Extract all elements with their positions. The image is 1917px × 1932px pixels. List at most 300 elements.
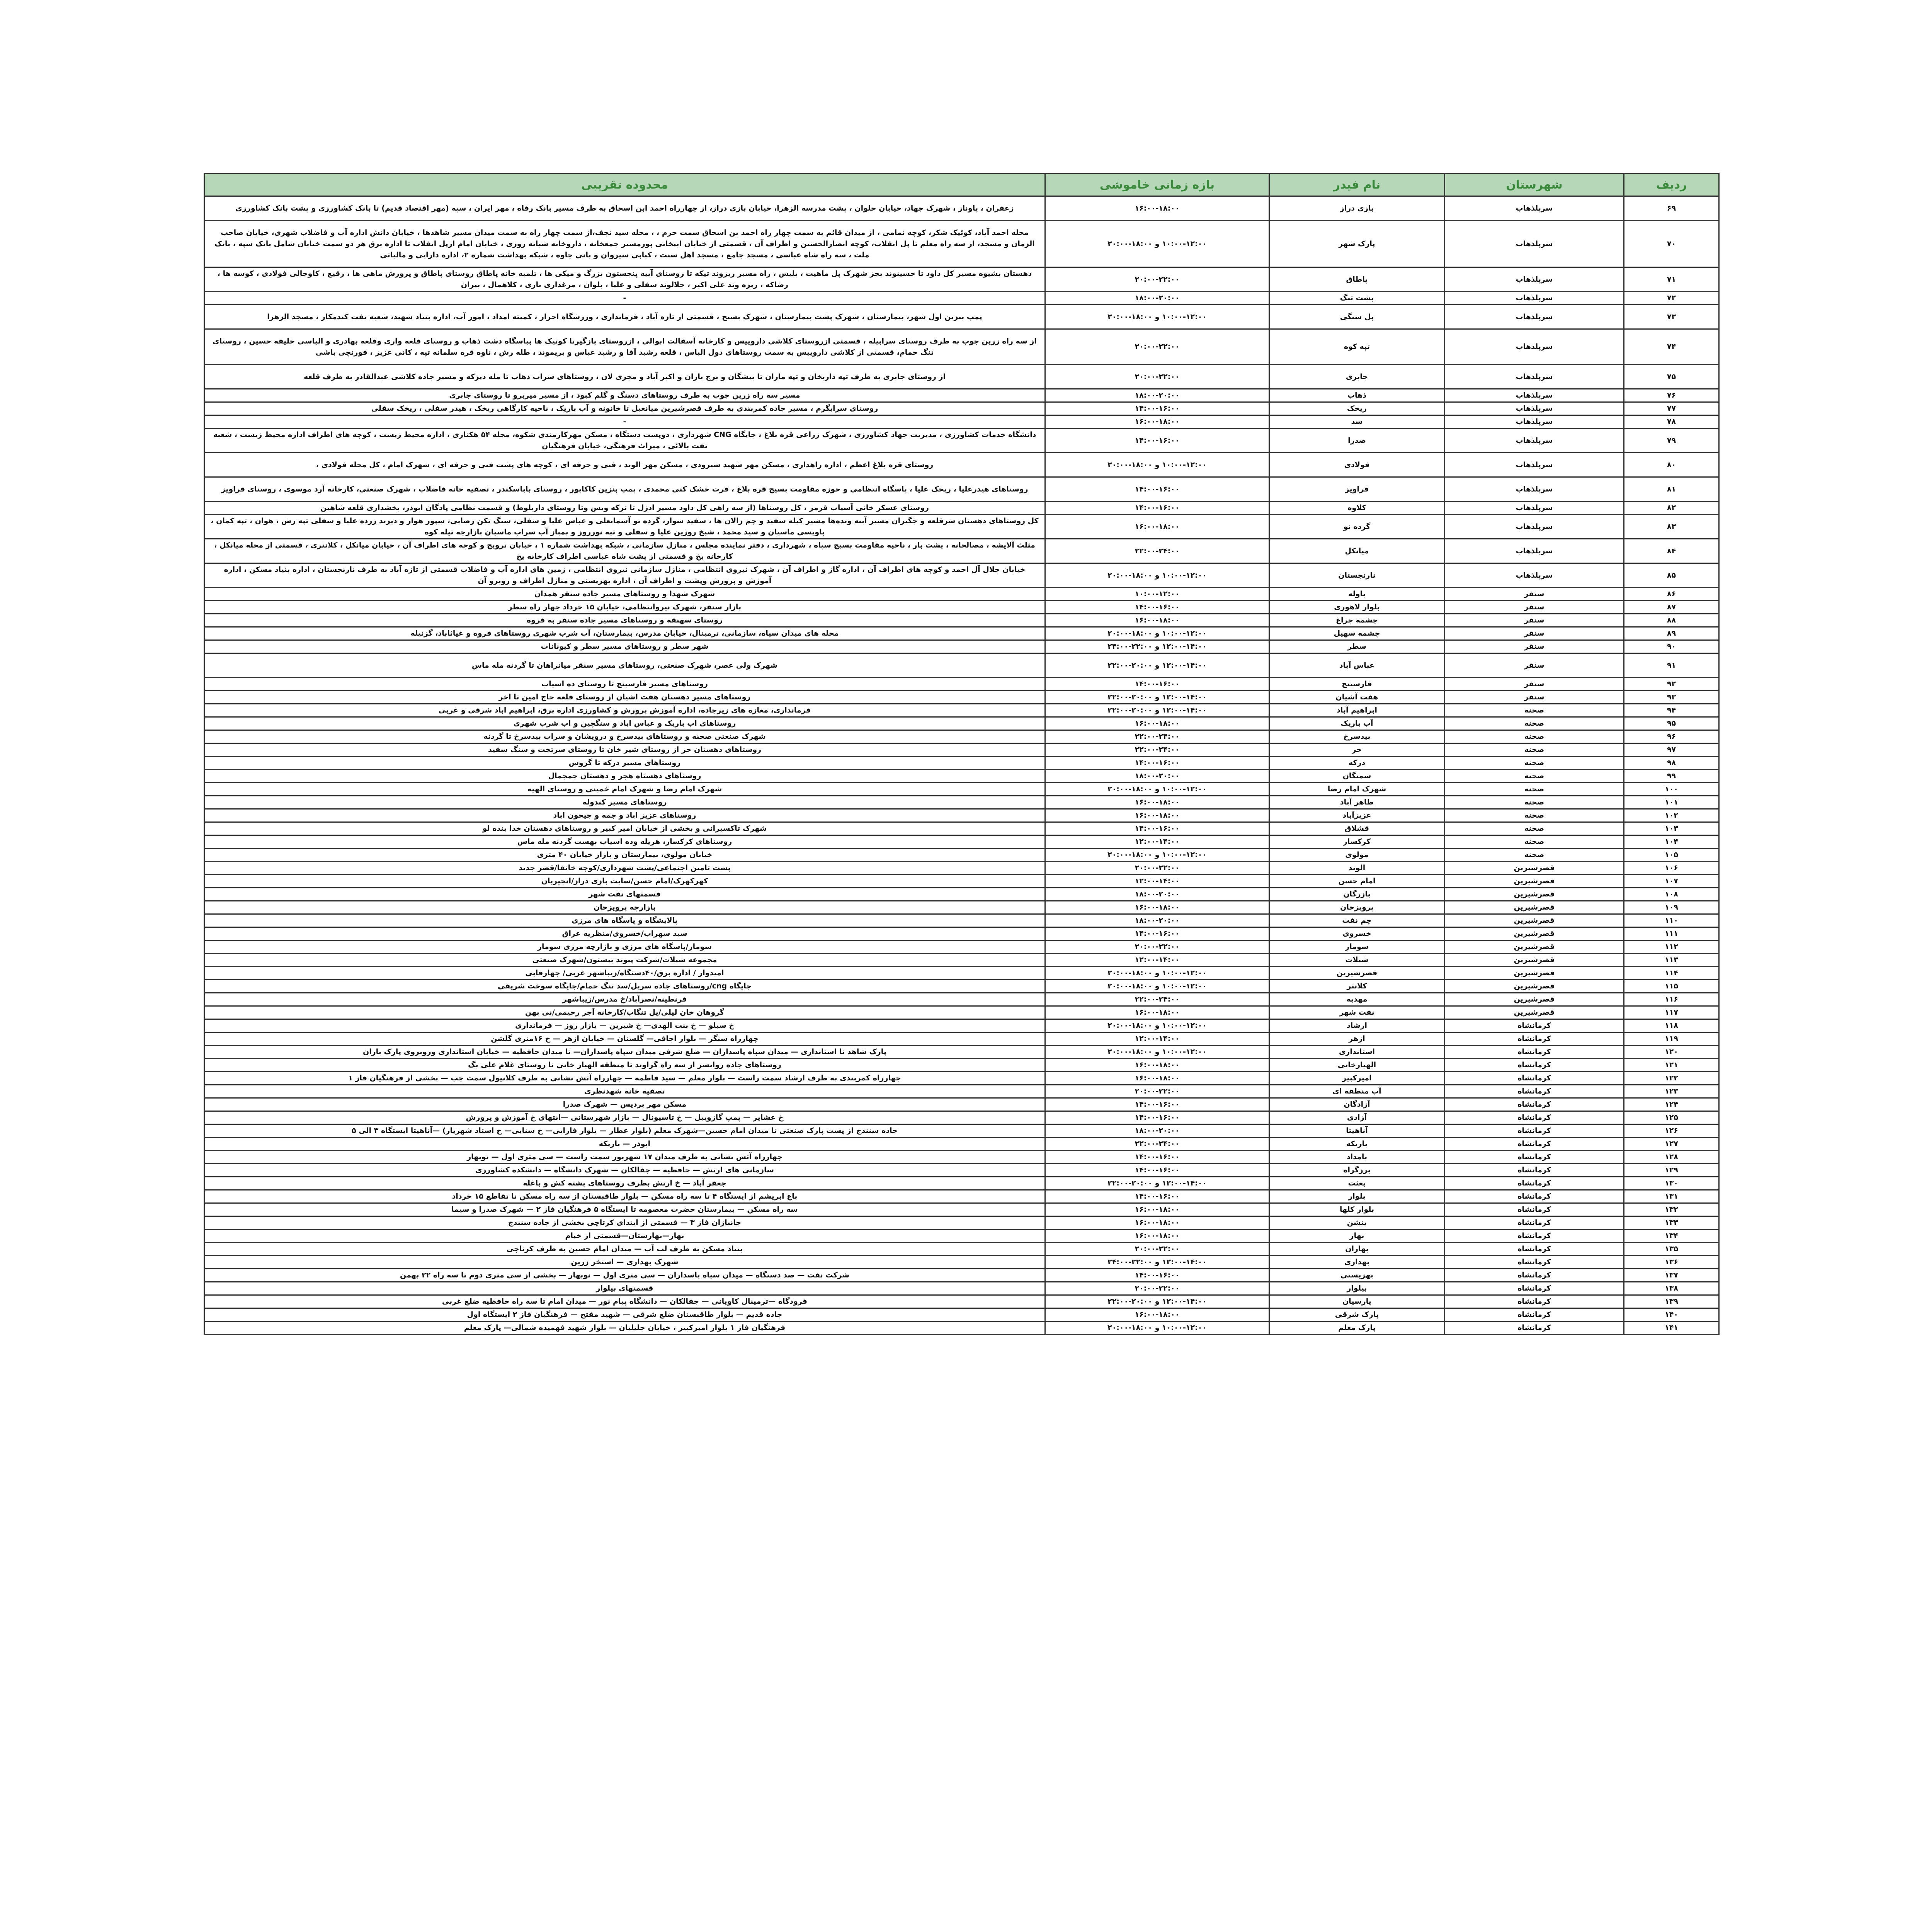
area-cell: شهرک شهدا و روستاهای مسیر جاده سنقر همدان [204, 588, 1045, 601]
header-feeder: نام فیدر [1269, 173, 1445, 196]
table-row [204, 730, 1719, 743]
table-row [204, 1295, 1719, 1308]
row-number: ۹۵ [1624, 717, 1719, 730]
row-number: ۷۴ [1624, 329, 1719, 365]
feeder-cell: سمنگان [1269, 770, 1445, 783]
time-window-cell: ۱۲:۰۰-۱۴:۰۰ و ۲۰:۰۰-۲۲:۰۰ [1045, 704, 1269, 717]
time-window-cell: ۱۲:۰۰-۱۴:۰۰ و ۲۰:۰۰-۲۲:۰۰ [1045, 691, 1269, 704]
feeder-cell: امیرکبیر [1269, 1072, 1445, 1085]
city-cell: قصرشیرین [1445, 888, 1624, 901]
table-row [204, 967, 1719, 980]
area-cell: روستاهای جاده روانسر از سه راه گراوند تا منطقه الهیار خانی تا روستای غلام علی بگ [204, 1059, 1045, 1072]
row-number: ۱۰۲ [1624, 809, 1719, 822]
table-row [204, 1151, 1719, 1164]
feeder-cell: قشلاق [1269, 822, 1445, 835]
row-number: ۸۵ [1624, 563, 1719, 588]
feeder-cell: آزادی [1269, 1111, 1445, 1124]
feeder-cell: قصرشیرین [1269, 967, 1445, 980]
feeder-cell: بلوار لاهوری [1269, 601, 1445, 614]
table-row [204, 717, 1719, 730]
table-row [204, 1085, 1719, 1098]
city-cell: سرپلذهاب [1445, 402, 1624, 415]
row-number: ۱۲۳ [1624, 1085, 1719, 1098]
city-cell: قصرشیرین [1445, 980, 1624, 993]
city-cell: سرپلذهاب [1445, 267, 1624, 292]
city-cell: قصرشیرین [1445, 862, 1624, 875]
area-cell: چهارراه سنگر — بلوار اجاقی— گلستان — خیابان ازهر — خ ۱۶متری گلشن [204, 1032, 1045, 1046]
row-number: ۱۰۱ [1624, 796, 1719, 809]
feeder-cell: ازهر [1269, 1032, 1445, 1046]
row-number: ۱۱۲ [1624, 940, 1719, 954]
table-row [204, 1111, 1719, 1124]
feeder-cell: بهار [1269, 1230, 1445, 1243]
time-window-cell: ۱۶:۰۰-۱۸:۰۰ [1045, 1308, 1269, 1321]
table-row [204, 757, 1719, 770]
table-row [204, 914, 1719, 927]
table-row [204, 980, 1719, 993]
time-window-cell: ۲۰:۰۰-۲۲:۰۰ [1045, 1282, 1269, 1295]
city-cell: سرپلذهاب [1445, 329, 1624, 365]
feeder-cell: باوله [1269, 588, 1445, 601]
table-row [204, 783, 1719, 796]
feeder-cell: عباس آباد [1269, 653, 1445, 678]
time-window-cell: ۱۲:۰۰-۱۴:۰۰ [1045, 1032, 1269, 1046]
row-number: ۱۳۵ [1624, 1243, 1719, 1256]
city-cell: کرمانشاه [1445, 1098, 1624, 1111]
area-cell: زعفران ، پاوناز ، شهرک جهاد، خیابان حلوان ، پشت مدرسه الزهرا، خیابان بازی دراز، از چهارراه احمد ابن اسحاق به طرف مسیر بانک رفاه ، مهر ایران ، سپه (مهر اقتصاد قدیم) تا بانک کشاورزی و پشت بانک کشاورزی [204, 196, 1045, 221]
area-cell: جاده قدیم — بلوار طاقبستان ضلع شرقی — شهید مفتح — فرهنگیان فاز ۲ ایستگاه اول [204, 1308, 1045, 1321]
time-window-cell: ۱۶:۰۰-۱۸:۰۰ [1045, 901, 1269, 914]
feeder-cell: شیلات [1269, 954, 1445, 967]
row-number: ۱۱۵ [1624, 980, 1719, 993]
time-window-cell: ۱۰:۰۰-۱۲:۰۰ و ۱۸:۰۰-۲۰:۰۰ [1045, 1321, 1269, 1335]
time-window-cell: ۱۴:۰۰-۱۶:۰۰ [1045, 1111, 1269, 1124]
area-cell: بازار سنقر، شهرک نیروانتظامی، خیابان ۱۵ خرداد چهار راه سطر [204, 601, 1045, 614]
city-cell: کرمانشاه [1445, 1282, 1624, 1295]
city-cell: صحنه [1445, 717, 1624, 730]
time-window-cell: ۱۸:۰۰-۲۰:۰۰ [1045, 914, 1269, 927]
row-number: ۱۰۵ [1624, 849, 1719, 862]
city-cell: سنقر [1445, 627, 1624, 640]
row-number: ۷۱ [1624, 267, 1719, 292]
feeder-cell: تپه کوه [1269, 329, 1445, 365]
row-number: ۹۰ [1624, 640, 1719, 653]
time-window-cell: ۱۶:۰۰-۱۸:۰۰ [1045, 796, 1269, 809]
city-cell: کرمانشاه [1445, 1243, 1624, 1256]
row-number: ۱۲۹ [1624, 1164, 1719, 1177]
city-cell: کرمانشاه [1445, 1032, 1624, 1046]
feeder-cell: میانکل [1269, 539, 1445, 563]
time-window-cell: ۲۰:۰۰-۲۲:۰۰ [1045, 1243, 1269, 1256]
row-number: ۸۴ [1624, 539, 1719, 563]
table-row [204, 1282, 1719, 1295]
area-cell: قسمتهای بیلوار [204, 1282, 1045, 1295]
time-window-cell: ۲۲:۰۰-۲۴:۰۰ [1045, 993, 1269, 1006]
feeder-cell: باریکه [1269, 1138, 1445, 1151]
time-window-cell: ۱۲:۰۰-۱۴:۰۰ [1045, 954, 1269, 967]
area-cell: روستاهای مسیر درکه تا گروس [204, 757, 1045, 770]
table-row [204, 1216, 1719, 1230]
city-cell: سرپلذهاب [1445, 453, 1624, 477]
time-window-cell: ۱۸:۰۰-۲۰:۰۰ [1045, 292, 1269, 305]
area-cell: روستاهای دهستاه هجر و دهستان جمجمال [204, 770, 1045, 783]
time-window-cell: ۱۶:۰۰-۱۸:۰۰ [1045, 1216, 1269, 1230]
time-window-cell: ۱۶:۰۰-۱۸:۰۰ [1045, 614, 1269, 627]
feeder-cell: کلانتر [1269, 980, 1445, 993]
time-window-cell: ۱۲:۰۰-۱۴:۰۰ و ۲۰:۰۰-۲۲:۰۰ [1045, 1177, 1269, 1190]
feeder-cell: شهرک امام رضا [1269, 783, 1445, 796]
time-window-cell: ۱۲:۰۰-۱۴:۰۰ و ۲۰:۰۰-۲۲:۰۰ [1045, 653, 1269, 678]
city-cell: سرپلذهاب [1445, 415, 1624, 429]
city-cell: کرمانشاه [1445, 1190, 1624, 1203]
area-cell: چهارراه کمربندی به طرف ارشاد سمت راست — بلوار معلم — سید فاطمه — چهارراه آتش نشانی به طرف کلانیول سمت چپ — بخشی از فرهنگیان فاز ۱ [204, 1072, 1045, 1085]
area-cell: پارک شاهد تا استانداری — میدان سپاه پاسداران — ضلع شرقی میدان سپاه پاسداران— تا میدان حافظیه — خیابان استانداری وروبروی پارک باران [204, 1046, 1045, 1059]
table-row [204, 862, 1719, 875]
row-number: ۱۴۱ [1624, 1321, 1719, 1335]
feeder-cell: پارک معلم [1269, 1321, 1445, 1335]
row-number: ۷۲ [1624, 292, 1719, 305]
time-window-cell: ۱۴:۰۰-۱۶:۰۰ [1045, 678, 1269, 691]
time-window-cell: ۱۴:۰۰-۱۶:۰۰ [1045, 429, 1269, 453]
feeder-cell: فولادی [1269, 453, 1445, 477]
area-cell: جاده سنندج از پست پارک صنعتی تا میدان امام حسین—شهرک معلم (بلوار عطار — بلوار فارابی— خ سنایی— خ استاد شهریار) —آناهیتا ایستگاه ۳ الی ۵ [204, 1124, 1045, 1138]
table-row [204, 389, 1719, 402]
city-cell: قصرشیرین [1445, 940, 1624, 954]
table-row [204, 1164, 1719, 1177]
time-window-cell: ۱۴:۰۰-۱۶:۰۰ [1045, 757, 1269, 770]
row-number: ۱۰۷ [1624, 875, 1719, 888]
feeder-cell: چشمه چراغ [1269, 614, 1445, 627]
row-number: ۸۳ [1624, 515, 1719, 539]
city-cell: قصرشیرین [1445, 967, 1624, 980]
area-cell: روستای عسکر خانی آسیاب قرمز ، کل روستاها (از سه راهی کل داود مسیر ادزل تا ترکه ویس وتا روستای داربلوط) و قسمت نظامی پادگان ابوذر، بخشداری قلعه شاهین [204, 502, 1045, 515]
row-number: ۱۳۴ [1624, 1230, 1719, 1243]
area-cell: خ عشایر — پمپ گازوییل — خ تاسیونال — بازار شهرستانی —انتهای خ آموزش و پرورش [204, 1111, 1045, 1124]
city-cell: سنقر [1445, 640, 1624, 653]
feeder-cell: پل سنگی [1269, 305, 1445, 329]
city-cell: صحنه [1445, 809, 1624, 822]
area-cell: فرمانداری، مغازه های زیرجاده، اداره آموزش پرورش و کشاورزی اداره برق، ابراهیم اباد شرقی و غربی [204, 704, 1045, 717]
city-cell: سرپلذهاب [1445, 389, 1624, 402]
area-cell: جعفر آباد — خ ارتش بطرف روستاهای پشته کش و باغله [204, 1177, 1045, 1190]
time-window-cell: ۱۴:۰۰-۱۶:۰۰ [1045, 502, 1269, 515]
table-row [204, 691, 1719, 704]
table-body [204, 196, 1719, 1335]
feeder-cell: صدرا [1269, 429, 1445, 453]
row-number: ۷۶ [1624, 389, 1719, 402]
city-cell: سرپلذهاب [1445, 221, 1624, 267]
city-cell: صحنه [1445, 796, 1624, 809]
feeder-cell: ابراهیم آباد [1269, 704, 1445, 717]
time-window-cell: ۱۶:۰۰-۱۸:۰۰ [1045, 1059, 1269, 1072]
city-cell: سنقر [1445, 601, 1624, 614]
table-row [204, 614, 1719, 627]
feeder-cell: بهداری [1269, 1256, 1445, 1269]
table-row [204, 704, 1719, 717]
feeder-cell: بلوار [1269, 1190, 1445, 1203]
area-cell: ابوذر — باریکه [204, 1138, 1045, 1151]
row-number: ۱۱۸ [1624, 1019, 1719, 1032]
feeder-cell: الهیارخانی [1269, 1059, 1445, 1072]
time-window-cell: ۱۴:۰۰-۱۶:۰۰ [1045, 1164, 1269, 1177]
row-number: ۱۲۶ [1624, 1124, 1719, 1138]
area-cell: سید سهراب/خسروی/منظریه عراق [204, 927, 1045, 940]
feeder-cell: پارسیان [1269, 1295, 1445, 1308]
area-cell: جانبازان فاز ۳ — قسمتی از ابتدای کرتاچی بخشی از جاده سنندج [204, 1216, 1045, 1230]
time-window-cell: ۱۴:۰۰-۱۶:۰۰ [1045, 477, 1269, 502]
table-row [204, 1006, 1719, 1019]
feeder-cell: کرکسار [1269, 835, 1445, 849]
feeder-cell: خسروی [1269, 927, 1445, 940]
time-window-cell: ۱۸:۰۰-۲۰:۰۰ [1045, 389, 1269, 402]
row-number: ۱۲۰ [1624, 1046, 1719, 1059]
table-row [204, 1190, 1719, 1203]
area-cell: روستاهای دهستان حر از روستای شیر خان تا روستای سرتخت و سنگ سفید [204, 743, 1045, 757]
area-cell: روستاهای اب باریک و عباس اباد و سنگچین و اب شرب شهری [204, 717, 1045, 730]
table-row [204, 292, 1719, 305]
area-cell: خیابان مولوی، بیمارستان و بازار خیابان ۴۰ متری [204, 849, 1045, 862]
time-window-cell: ۱۶:۰۰-۱۸:۰۰ [1045, 196, 1269, 221]
table-row [204, 1321, 1719, 1335]
table-row [204, 365, 1719, 389]
area-cell: فرودگاه —ترمینال کاوپانی — جفالکان — دانشگاه پیام نور — میدان امام تا سه راه حافظیه ضلع غربی [204, 1295, 1045, 1308]
city-cell: کرمانشاه [1445, 1151, 1624, 1164]
table-row [204, 502, 1719, 515]
row-number: ۷۳ [1624, 305, 1719, 329]
time-window-cell: ۱۰:۰۰-۱۲:۰۰ و ۱۸:۰۰-۲۰:۰۰ [1045, 1019, 1269, 1032]
table-row [204, 1203, 1719, 1216]
time-window-cell: ۱۴:۰۰-۱۶:۰۰ [1045, 1269, 1269, 1282]
feeder-cell: آب منطقه ای [1269, 1085, 1445, 1098]
header-row-number: ردیف [1624, 173, 1719, 196]
city-cell: کرمانشاه [1445, 1138, 1624, 1151]
area-cell: شهرک صنعتی صحنه و روستاهای بیدسرخ و درویشان و سراب بیدسرخ تا گردنه [204, 730, 1045, 743]
area-cell: خ سیلو — خ بنت الهدی— خ شیرین — بازار روز — فرمانداری [204, 1019, 1045, 1032]
row-number: ۶۹ [1624, 196, 1719, 221]
row-number: ۱۳۸ [1624, 1282, 1719, 1295]
time-window-cell: ۱۴:۰۰-۱۶:۰۰ [1045, 402, 1269, 415]
city-cell: سرپلذهاب [1445, 196, 1624, 221]
row-number: ۹۲ [1624, 678, 1719, 691]
row-number: ۱۳۰ [1624, 1177, 1719, 1190]
time-window-cell: ۱۰:۰۰-۱۲:۰۰ و ۱۸:۰۰-۲۰:۰۰ [1045, 563, 1269, 588]
time-window-cell: ۲۲:۰۰-۲۴:۰۰ [1045, 1138, 1269, 1151]
row-number: ۱۲۷ [1624, 1138, 1719, 1151]
table-row [204, 875, 1719, 888]
city-cell: کرمانشاه [1445, 1164, 1624, 1177]
feeder-cell: بنشن [1269, 1216, 1445, 1230]
table-row [204, 640, 1719, 653]
table-row [204, 901, 1719, 914]
time-window-cell: ۱۴:۰۰-۱۶:۰۰ [1045, 822, 1269, 835]
city-cell: سنقر [1445, 614, 1624, 627]
feeder-cell: امام حسن [1269, 875, 1445, 888]
city-cell: سرپلذهاب [1445, 563, 1624, 588]
area-cell: شرکت نفت — صد دستگاه — میدان سپاه پاسداران — سی متری اول — نوبهار — بخشی از سی متری دوم تا سه راه ۲۲ بهمن [204, 1269, 1045, 1282]
feeder-cell: فارسینج [1269, 678, 1445, 691]
row-number: ۹۶ [1624, 730, 1719, 743]
table-row [204, 539, 1719, 563]
city-cell: سرپلذهاب [1445, 365, 1624, 389]
area-cell: گروهان خان لیلی/پل تنگاب/کارخانه آجر رحیمی/نی بهن [204, 1006, 1045, 1019]
city-cell: صحنه [1445, 757, 1624, 770]
time-window-cell: ۱۶:۰۰-۱۸:۰۰ [1045, 717, 1269, 730]
table-row [204, 196, 1719, 221]
area-cell: روستای سرابگرم ، مسیر جاده کمربندی به طرف قصرشیرین میانعبل تا خانونه و آب باریک ، ناحیه کارگاهی ریخک ، هیدر سفلی ، ریخک سفلی [204, 402, 1045, 415]
area-cell: سازمانی های ارتش — حافظیه — جفالکان — شهرک دانشگاه — دانشکده کشاورزی [204, 1164, 1045, 1177]
area-cell: محله های میدان سپاه، سازمانی، ترمینال، خیابان مدرس، بیمارستان، آب شرب شهری روستاهای فروه و غیاثاباد، گزنیله [204, 627, 1045, 640]
time-window-cell: ۱۰:۰۰-۱۲:۰۰ و ۱۸:۰۰-۲۰:۰۰ [1045, 980, 1269, 993]
feeder-cell: استانداری [1269, 1046, 1445, 1059]
area-cell: روستاهای مسیر فارسینج تا روستای ده اسیاب [204, 678, 1045, 691]
area-cell: از سه راه زرین جوب به طرف روستای سرابیله ، قسمتی ازروستای کلاشی داروییس و کارخانه آسفالت ابوالی ، ازروستای بازگیرتا کوتیک ها بیاسگاه دشت ذهاب و روستای قلعه واری وقلعه بهادری و الیاسی خلیفه حسین ، روستای تنگ حمام، قسمتی از کلاشی داروییس به سمت روستاهای دول الباس ، قلعه رشید آقا و رشید عباس و بریموند ، طله رش ، ناوه قره سلمانه تپه ، کانی عزیز ، فورنچی باشی [204, 329, 1045, 365]
row-number: ۷۸ [1624, 415, 1719, 429]
row-number: ۱۲۵ [1624, 1111, 1719, 1124]
area-cell: شهرک امام رضا و شهرک امام خمینی و روستای الهیه [204, 783, 1045, 796]
table-row [204, 822, 1719, 835]
area-cell: بهار—بهارستان—قسمتی از خیام [204, 1230, 1045, 1243]
table-row [204, 796, 1719, 809]
feeder-cell: پرویزخان [1269, 901, 1445, 914]
table-row [204, 477, 1719, 502]
city-cell: کرمانشاه [1445, 1216, 1624, 1230]
time-window-cell: ۱۲:۰۰-۱۴:۰۰ [1045, 875, 1269, 888]
area-cell: پالایشگاه و پاسگاه های مرزی [204, 914, 1045, 927]
feeder-cell: مهدیه [1269, 993, 1445, 1006]
city-cell: کرمانشاه [1445, 1295, 1624, 1308]
city-cell: کرمانشاه [1445, 1321, 1624, 1335]
row-number: ۹۱ [1624, 653, 1719, 678]
time-window-cell: ۲۰:۰۰-۲۲:۰۰ [1045, 329, 1269, 365]
area-cell: دهستان بشیوه مسیر کل داود تا حسینوند بجز شهرک پل ماهیت ، بلیس ، راه مسیر ریزوند تیکه تا روستای آبیه پنجستون بزرگ و میکی ها ، تلمبه خانه پاطاق روستای پاطاق و پرورش ماهی ها ، رقیع ، کاوجالی فولادی ، کوسه ها ، رضاکه ، ریزه وند علی اکبر ، جلالوند سفلی و علیا ، بلوان ، مرغداری باری ، کلاهمال ، بیران [204, 267, 1045, 292]
row-number: ۹۸ [1624, 757, 1719, 770]
time-window-cell: ۱۶:۰۰-۱۸:۰۰ [1045, 515, 1269, 539]
outage-schedule-table [204, 173, 1720, 1335]
row-number: ۸۶ [1624, 588, 1719, 601]
time-window-cell: ۲۰:۰۰-۲۲:۰۰ [1045, 365, 1269, 389]
table-row [204, 1098, 1719, 1111]
table-row [204, 888, 1719, 901]
row-number: ۸۲ [1624, 502, 1719, 515]
feeder-cell: چشمه سهیل [1269, 627, 1445, 640]
table-row [204, 954, 1719, 967]
table-row [204, 743, 1719, 757]
feeder-cell: سد [1269, 415, 1445, 429]
city-cell: کرمانشاه [1445, 1203, 1624, 1216]
feeder-cell: برزگراه [1269, 1164, 1445, 1177]
feeder-cell: جابری [1269, 365, 1445, 389]
time-window-cell: ۲۲:۰۰-۲۴:۰۰ [1045, 539, 1269, 563]
area-cell: محله احمد آباد، کوئیک شکر، کوچه نمامی ، از میدان قائم به سمت چهار راه احمد بن اسحاق سمت حرم ، ، محله سید نجف،از سمت چهار راه به سمت میدان مسیر شاهدها ، خیابان دانش اداره آب و فاضلاب شهری، خیابان صاحب الزمان و مسجد، از سه راه معلم تا پل انقلاب، کوچه انصارالحسین و اطراف آن ، قسمتی از خیابان ابیخانی پورمسیر جمعخانه ، داروخانه شبانه روزی ، خیابان امام ازپل انقلاب تا اداره برق هر دو سمت خیابان شامل بانک سپه ، بانک ملت ، سه راه شاه عباسی ، مسجد جامع ، مسجد اهل سنت ، کبابی سیروان و بانی چاوه ، شبکه بهداشت شماره ۲، اداره دارایی و مالیاتی [204, 221, 1045, 267]
row-number: ۱۱۶ [1624, 993, 1719, 1006]
time-window-cell: ۱۶:۰۰-۱۸:۰۰ [1045, 1072, 1269, 1085]
row-number: ۸۷ [1624, 601, 1719, 614]
table-row [204, 563, 1719, 588]
feeder-cell: سومار [1269, 940, 1445, 954]
feeder-cell: بعثت [1269, 1177, 1445, 1190]
feeder-cell: پارک شرقی [1269, 1308, 1445, 1321]
table-row [204, 1256, 1719, 1269]
area-cell: امیدوار / اداره برق/۴۰دستگاه/زیباشهر غربی/ چهارقاپی [204, 967, 1045, 980]
feeder-cell: درکه [1269, 757, 1445, 770]
feeder-cell: پشت تنگ [1269, 292, 1445, 305]
row-number: ۱۳۲ [1624, 1203, 1719, 1216]
time-window-cell: ۱۲:۰۰-۱۴:۰۰ [1045, 835, 1269, 849]
feeder-cell: بامداد [1269, 1151, 1445, 1164]
table-row [204, 849, 1719, 862]
area-cell: از روستای جابری به طرف تپه داربخان و تپه ماران تا بیشگان و برج باران و اکبر آباد و مجری لان ، روستاهای سراب ذهاب تا مله دیزکه و مسیر جاده کلاشی عبدالقادر به طرف قلعه [204, 365, 1045, 389]
area-cell: کهرکهرک/امام حسن/سایت بازی دراز/انجیربان [204, 875, 1045, 888]
table-row [204, 1019, 1719, 1032]
feeder-cell: ذهاب [1269, 389, 1445, 402]
time-window-cell: ۱۰:۰۰-۱۲:۰۰ [1045, 588, 1269, 601]
time-window-cell: ۱۰:۰۰-۱۲:۰۰ و ۱۸:۰۰-۲۰:۰۰ [1045, 305, 1269, 329]
city-cell: قصرشیرین [1445, 927, 1624, 940]
city-cell: کرمانشاه [1445, 1308, 1624, 1321]
area-cell: خیابان جلال آل احمد و کوچه های اطراف آن ، اداره گاز و اطراف آن ، شهرک نیروی انتظامی ، منازل سازمانی نیروی انتظامی ، زمین های اداره آب و فاضلاب قسمتی از تازه آباد به طرف نارنجستان ، اداره بنیاد مسکن ، اداره آموزش و پرورش وپشت و اطراف آن ، اداره بهزیستی و منازل اطراف و روبرو آن [204, 563, 1045, 588]
row-number: ۸۱ [1624, 477, 1719, 502]
row-number: ۷۰ [1624, 221, 1719, 267]
row-number: ۱۱۷ [1624, 1006, 1719, 1019]
time-window-cell: ۲۲:۰۰-۲۴:۰۰ [1045, 730, 1269, 743]
table-row [204, 678, 1719, 691]
row-number: ۷۹ [1624, 429, 1719, 453]
row-number: ۱۰۰ [1624, 783, 1719, 796]
time-window-cell: ۲۰:۰۰-۲۲:۰۰ [1045, 862, 1269, 875]
row-number: ۱۲۴ [1624, 1098, 1719, 1111]
row-number: ۹۳ [1624, 691, 1719, 704]
table-row [204, 415, 1719, 429]
area-cell: فرهنگیان فاز ۱ بلوار امیرکبیر ، خیابان جلیلیان — بلوار شهید فهمیده شمالی— پارک معلم [204, 1321, 1045, 1335]
table-row [204, 221, 1719, 267]
table-row [204, 1243, 1719, 1256]
city-cell: کرمانشاه [1445, 1111, 1624, 1124]
feeder-cell: طاهر آباد [1269, 796, 1445, 809]
time-window-cell: ۱۰:۰۰-۱۲:۰۰ و ۱۸:۰۰-۲۰:۰۰ [1045, 627, 1269, 640]
row-number: ۱۲۲ [1624, 1072, 1719, 1085]
feeder-cell: حر [1269, 743, 1445, 757]
time-window-cell: ۲۲:۰۰-۲۴:۰۰ [1045, 743, 1269, 757]
table-row [204, 940, 1719, 954]
area-cell: کل روستاهای دهستان سرقلعه و جگیران مسیر آبنه ونده‌ها مسیر کیله سفید و چم زالان ها ، سفید سوار، گرده نو آسمانعلی و عباس علیا و سفلی، سنگ تکن رضایی، سپور هوار و دیزند زرده علیا و سفلی تپه رش ، هوان ، تپه کمان ، باویسی ماسیان و سید محمد ، شیخ روزین علیا و سفلی و تپه نورروز و بمباز آب سراب ماسیان بازارچه تیله کوه [204, 515, 1045, 539]
area-cell: بازارچه پرویزخان [204, 901, 1045, 914]
row-number: ۹۴ [1624, 704, 1719, 717]
city-cell: صحنه [1445, 835, 1624, 849]
table-row [204, 627, 1719, 640]
outage-schedule-sheet [204, 173, 1718, 1335]
time-window-cell: ۱۰:۰۰-۱۲:۰۰ و ۱۸:۰۰-۲۰:۰۰ [1045, 453, 1269, 477]
table-row [204, 1059, 1719, 1072]
row-number: ۱۳۷ [1624, 1269, 1719, 1282]
table-row [204, 809, 1719, 822]
header-area: محدوده تقریبی [204, 173, 1045, 196]
row-number: ۱۱۱ [1624, 927, 1719, 940]
row-number: ۱۲۱ [1624, 1059, 1719, 1072]
area-cell: مسکن مهر بردیس — شهرک صدرا [204, 1098, 1045, 1111]
area-cell: دانشگاه خدمات کشاورزی ، مدیریت جهاد کشاورزی ، شهرک زراعی قره بلاغ ، جایگاه CNG شهرداری ، دوپست دستگاه ، مسکن مهرکارمندی شکوه، محله ۵۴ هکتاری ، اداره محیط زیست ، کوچه های اطراف اداره محیط زیست ، شعبه نفت بالائی ، میراث فرهنگی، خیابان فرهنگیان [204, 429, 1045, 453]
header-city: شهرستان [1445, 173, 1624, 196]
row-number: ۱۰۴ [1624, 835, 1719, 849]
city-cell: صحنه [1445, 849, 1624, 862]
city-cell: کرمانشاه [1445, 1085, 1624, 1098]
city-cell: سنقر [1445, 653, 1624, 678]
city-cell: سرپلذهاب [1445, 429, 1624, 453]
city-cell: کرمانشاه [1445, 1046, 1624, 1059]
city-cell: سرپلذهاب [1445, 502, 1624, 515]
area-cell: بنیاد مسکن به طرف لب آب — میدان امام حسین به طرف کرتاچی [204, 1243, 1045, 1256]
city-cell: کرمانشاه [1445, 1177, 1624, 1190]
table-row [204, 1230, 1719, 1243]
